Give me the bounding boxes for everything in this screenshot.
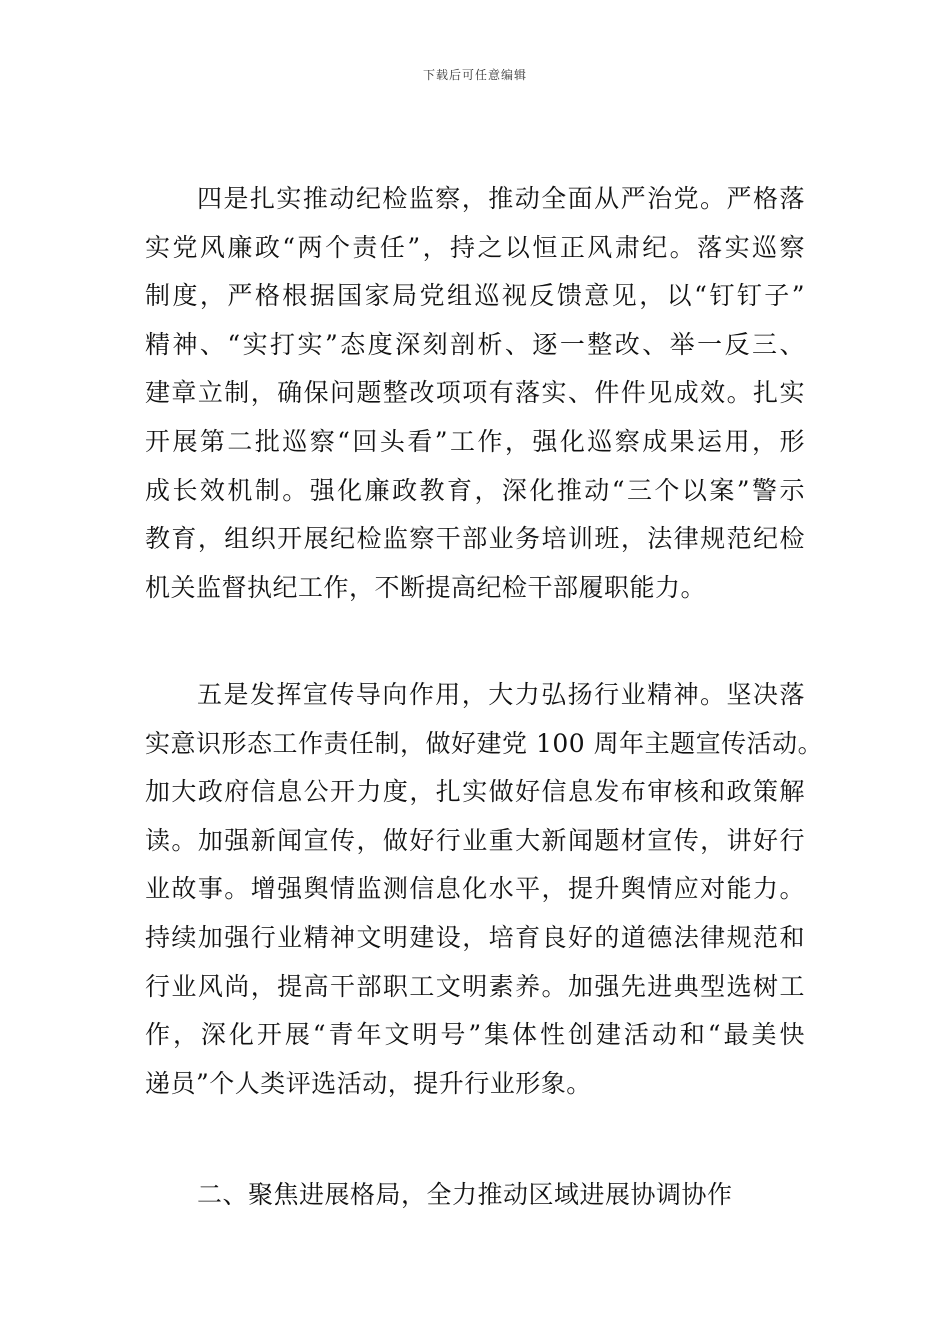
- paragraph-line: 五是发挥宣传导向作用，大力弘扬行业精神。坚决落: [197, 680, 805, 709]
- paragraph-line: 行业风尚，提高干部职工文明素养。加强先进典型选树工: [145, 971, 805, 1001]
- section-heading-text: 二、聚焦进展格局，全力推动区域进展协调协作: [197, 1180, 733, 1209]
- paragraph-line: 实意识形态工作责任制，做好建党 100 周年主题宣传活动。: [145, 728, 824, 758]
- header-note: 下载后可任意编辑: [422, 68, 527, 82]
- paragraph-line: 作，深化开展“青年文明号”集体性创建活动和“最美快: [145, 1020, 805, 1050]
- paragraph-line: 教育，组织开展纪检监察干部业务培训班，法律规范纪检: [145, 524, 805, 554]
- paragraph-line: 业故事。增强舆情监测信息化水平，提升舆情应对能力。: [145, 874, 805, 904]
- paragraph-line: 建章立制，确保问题整改项项有落实、件件见成效。扎实: [145, 378, 805, 408]
- paragraph-line: 递员”个人类评选活动，提升行业形象。: [145, 1068, 592, 1098]
- paragraph-line: 精神、“实打实”态度深刻剖析、逐一整改、举一反三、: [145, 329, 805, 359]
- paragraph-line: 开展第二批巡察“回头看”工作，强化巡察成果运用，形: [145, 426, 805, 456]
- paragraph-line: 持续加强行业精神文明建设，培育良好的道德法律规范和: [145, 922, 805, 952]
- paragraph-discipline-inspection: [145, 175, 805, 612]
- paragraph-line: 四是扎实推动纪检监察，推动全面从严治党。严格落: [197, 184, 805, 213]
- paragraph-publicity: [145, 671, 824, 1108]
- section-heading: [145, 1171, 805, 1220]
- paragraph-line: 读。加强新闻宣传，做好行业重大新闻题材宣传，讲好行: [145, 825, 805, 855]
- paragraph-line: 实党风廉政“两个责任”，持之以恒正风肃纪。落实巡察: [145, 232, 805, 262]
- paragraph-line: 制度，严格根据国家局党组巡视反馈意见，以“钉钉子”: [145, 281, 805, 311]
- paragraph-line: 加大政府信息公开力度，扎实做好信息发布审核和政策解: [145, 777, 805, 807]
- paragraph-line: 成长效机制。强化廉政教育，深化推动“三个以案”警示: [145, 475, 805, 505]
- paragraph-line: 机关监督执纪工作，不断提高纪检干部履职能力。: [145, 572, 707, 602]
